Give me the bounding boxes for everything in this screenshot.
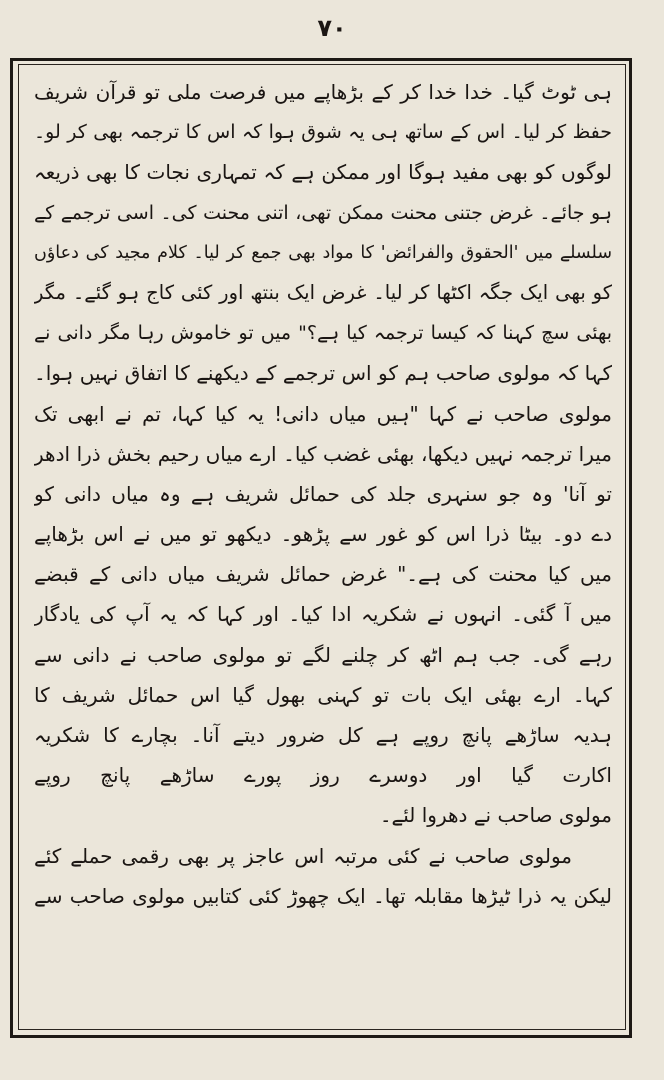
text-line: بھئی سچ کہنا کہ کیسا ترجمہ کیا ہے؟" میں تو خاموش رہا مگر دانی نے: [34, 322, 612, 345]
text-line: دے دو۔ بیٹا ذرا اس کو غور سے پڑھو۔ دیکھو تو میں نے اس بڑھاپے: [34, 522, 612, 547]
text-line: میں کیا محنت کی ہے۔" غرض حمائل شریف میاں دانی کے قبضے: [34, 562, 612, 587]
text-line: حفظ کر لیا۔ اس کے ساتھ ہی یہ شوق ہوا کہ اس کا ترجمہ بھی کر لو۔: [34, 121, 612, 144]
page-number: ۷۰: [317, 14, 347, 42]
text-line: ہو جائے۔ غرض جتنی محنت ممکن تھی، اتنی محنت کی۔ اسی ترجمے کے: [34, 201, 612, 224]
text-line: کو بھی ایک جگہ اکٹھا کر لیا۔ غرض ایک بنتھ اور کئی کاج ہو گئے۔ مگر: [34, 280, 612, 304]
text-line: میں آ گئی۔ انہوں نے شکریہ ادا کیا۔ اور کہا کہ یہ آپ کی یادگار: [34, 602, 612, 627]
urdu-text-block: [34, 72, 612, 1022]
text-line: ہی ٹوٹ گیا۔ خدا خدا کر کے بڑھاپے میں فرصت ملی تو قرآن شریف: [34, 80, 612, 104]
text-line: اکارت گیا اور دوسرے روز پورے ساڑھے پانچ روپے: [34, 763, 612, 788]
text-line: لیکن یہ ذرا ٹیڑھا مقابلہ تھا۔ ایک چھوڑ کئی کتابیں مولوی صاحب سے: [34, 883, 612, 908]
text-line: کہا کہ مولوی صاحب ہم کو اس ترجمے کے دیکھنے کا اتفاق نہیں ہوا۔: [34, 361, 612, 386]
text-line-paragraph-start: مولوی صاحب نے کئی مرتبہ اس عاجز پر بھی رقمی حملے کئے: [34, 843, 572, 868]
text-line: مولوی صاحب نے کہا "ہیں میاں دانی! یہ کیا کہا، تم نے ابھی تک: [34, 401, 612, 426]
text-line: تو آنا' وہ جو سنہری جلد کی حمائل شریف ہے وہ میاں دانی کو: [34, 481, 612, 506]
text-line: کہا۔ ارے بھئی ایک بات تو کہنی بھول گیا اس حمائل شریف کا: [34, 682, 612, 707]
text-line: میرا ترجمہ نہیں دیکھا، بھئی غضب کیا۔ ارے میاں رحیم بخش ذرا ادھر: [34, 441, 612, 466]
text-line: سلسلے میں 'الحقوق والفرائض' کا مواد بھی جمع کر لیا۔ کلام مجید کی دعاؤں: [34, 242, 612, 263]
text-line: لوگوں کو بھی مفید ہوگا اور ممکن ہے کہ تمہاری نجات کا بھی ذریعہ: [34, 160, 612, 185]
text-line: رہے گی۔ جب ہم اٹھ کر چلنے لگے تو مولوی صاحب نے دانی سے: [34, 642, 612, 667]
text-line: ہدیہ ساڑھے پانچ روپے ہے کل ضرور دیتے آنا۔ بچارے کا شکریہ: [34, 723, 612, 747]
text-line-paragraph-end: مولوی صاحب نے دھروا لئے۔: [379, 803, 612, 828]
